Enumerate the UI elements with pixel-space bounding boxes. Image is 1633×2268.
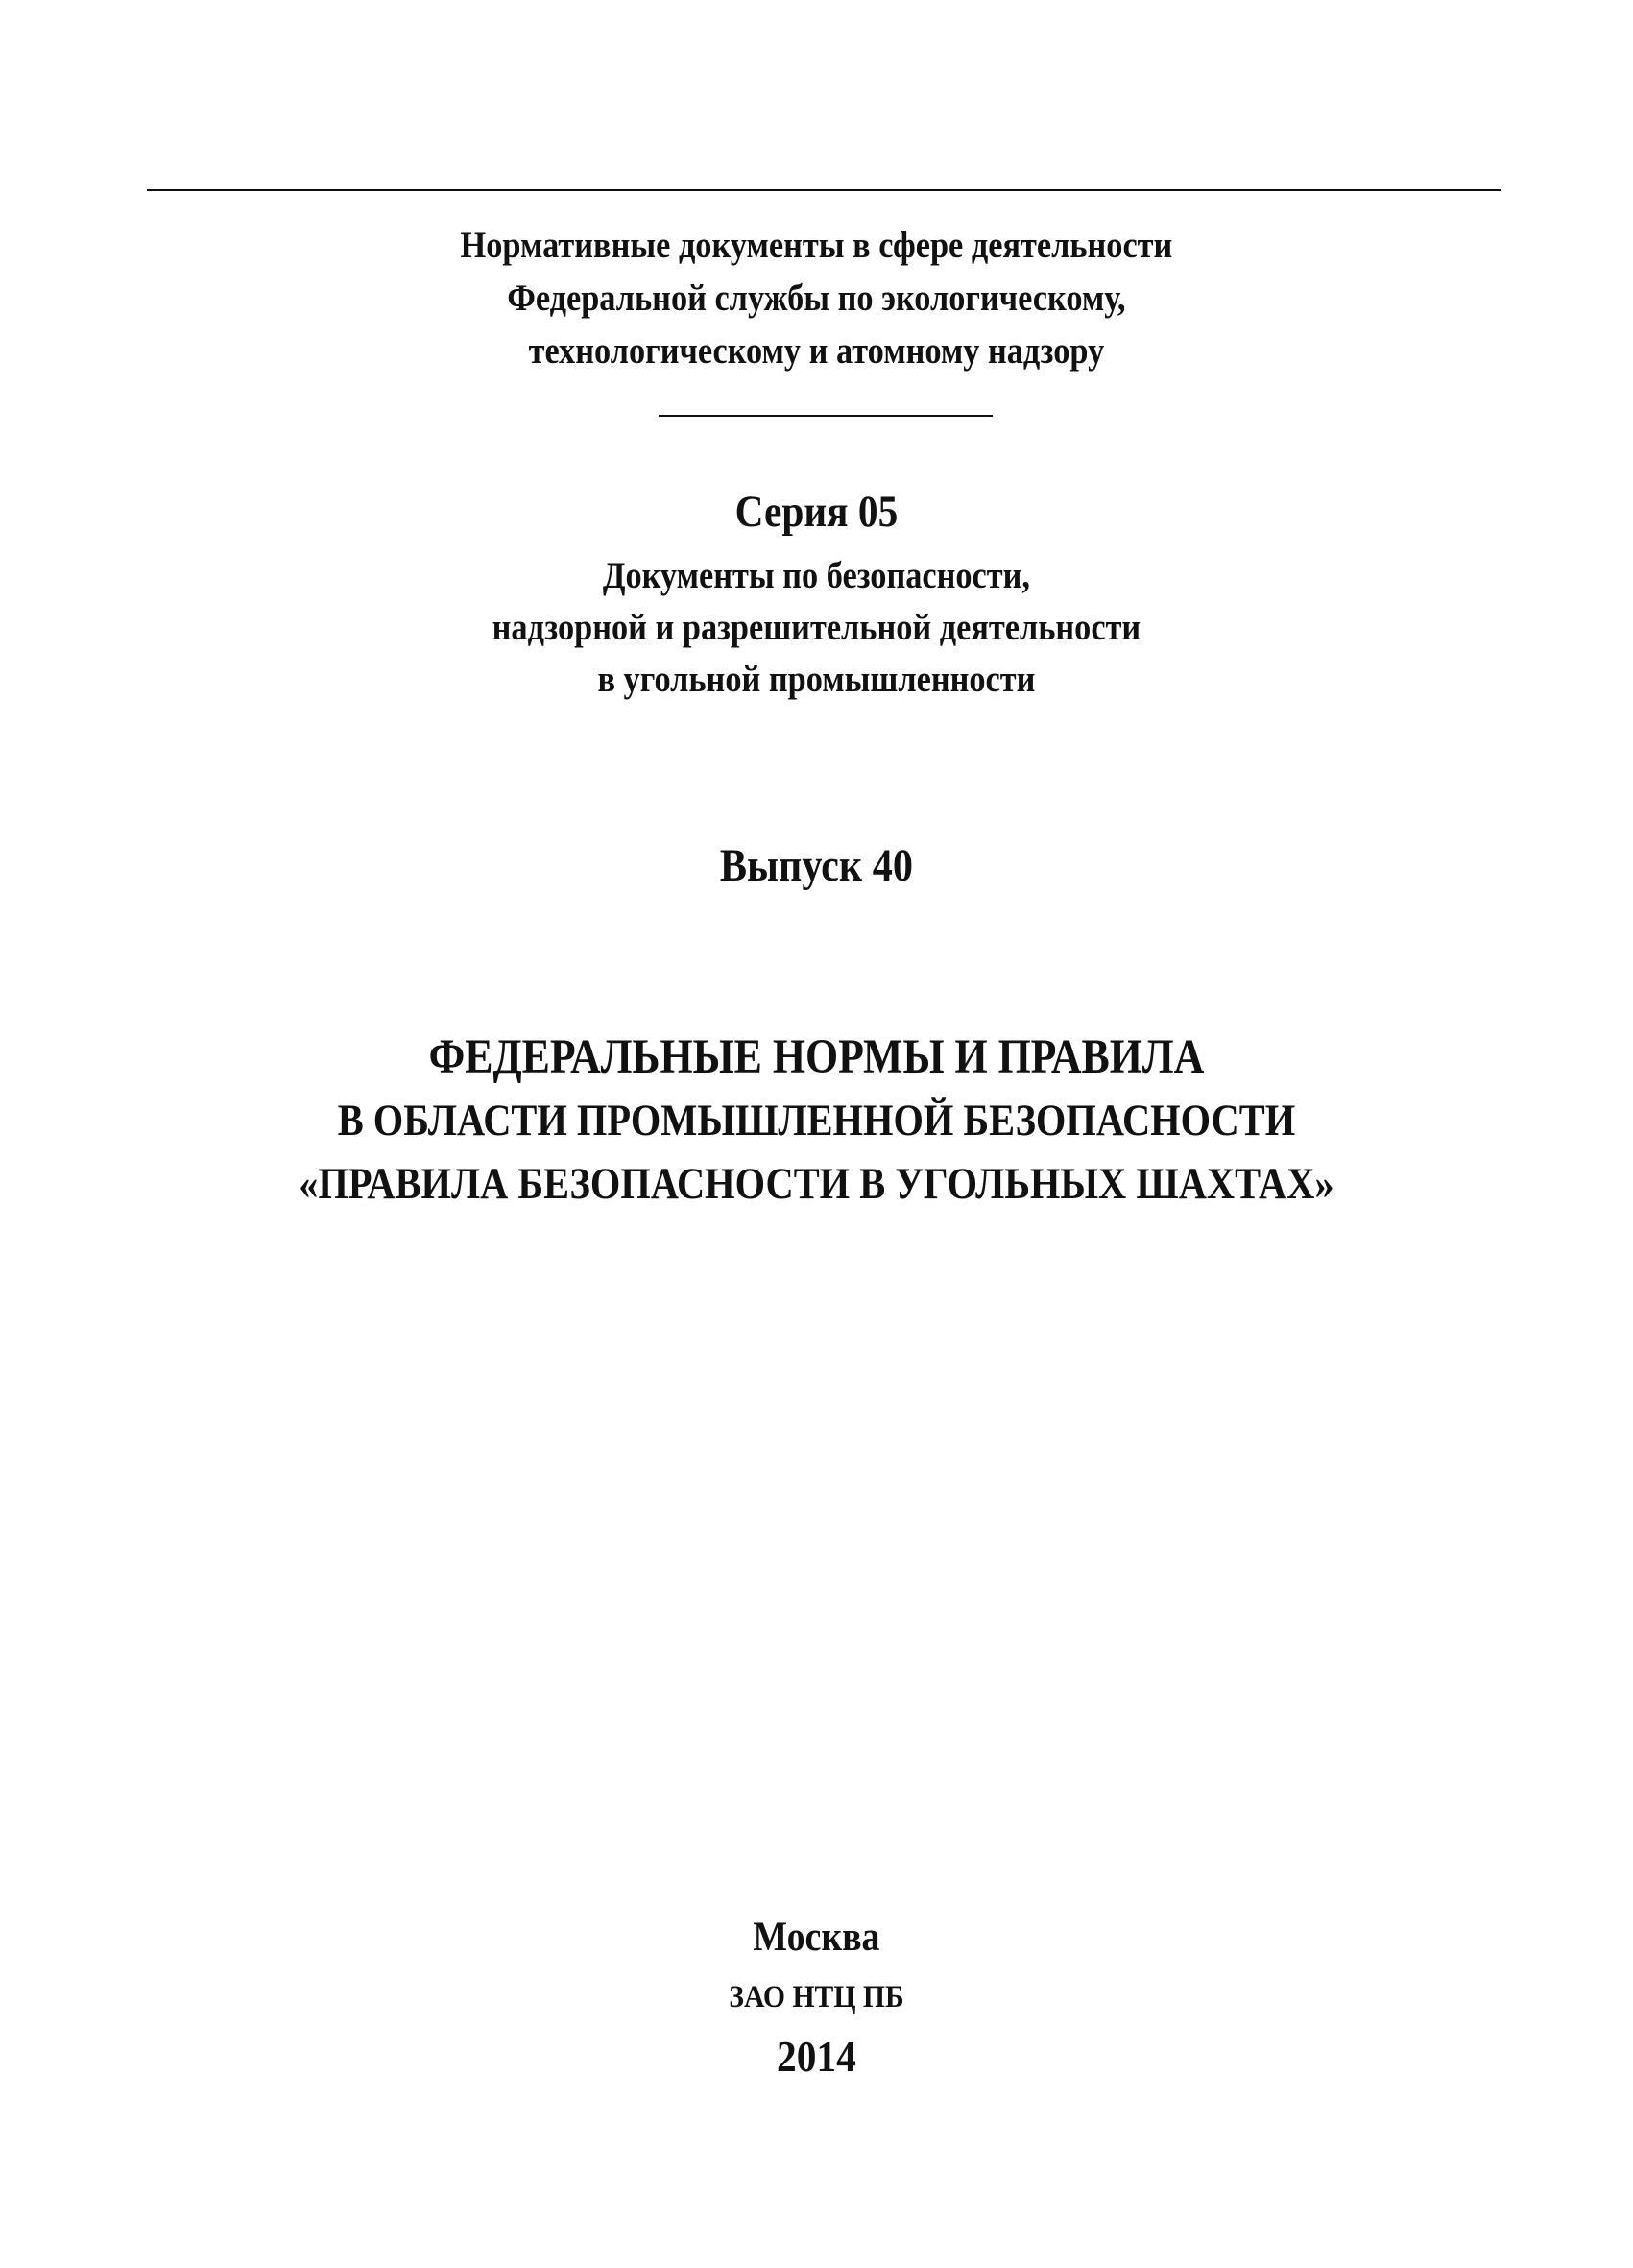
publisher-header-line: технологическому и атомному надзору: [528, 330, 1105, 372]
imprint-city: [98, 1911, 1535, 1965]
document-title-line: ФЕДЕРАЛЬНЫЕ НОРМЫ И ПРАВИЛА: [428, 1030, 1205, 1084]
document-title-line: В ОБЛАСТИ ПРОМЫШЛЕННОЙ БЕЗОПАСНОСТИ: [337, 1096, 1296, 1146]
publisher-name: ЗАО НТЦ ПБ: [729, 1980, 904, 2015]
imprint-publisher: [82, 1976, 1551, 2018]
top-divider: [147, 189, 1501, 191]
issue-number: [98, 837, 1535, 895]
publisher-header: [98, 219, 1535, 377]
publisher-header-line: Нормативные документы в сфере деятельности: [460, 225, 1173, 266]
series-number: Серия 05: [734, 487, 899, 537]
series-description: [98, 550, 1535, 706]
header-divider: [659, 415, 993, 417]
city-name: Москва: [753, 1915, 880, 1960]
series-description-line: надзорной и разрешительной деятельности: [492, 607, 1141, 648]
series-description-line: в угольной промышленности: [597, 659, 1036, 700]
series-description-line: Документы по безопасности,: [602, 555, 1031, 596]
issue-label: Выпуск 40: [719, 840, 914, 891]
document-title: [114, 1027, 1519, 1214]
document-title-line: «ПРАВИЛА БЕЗОПАСНОСТИ В УГОЛЬНЫХ ШАХТАХ»: [299, 1159, 1334, 1209]
publisher-header-line: Федеральной службы по экологическому,: [507, 277, 1126, 319]
series-title: [98, 483, 1535, 541]
imprint-year: [82, 2030, 1551, 2084]
publication-year: 2014: [777, 2032, 856, 2081]
